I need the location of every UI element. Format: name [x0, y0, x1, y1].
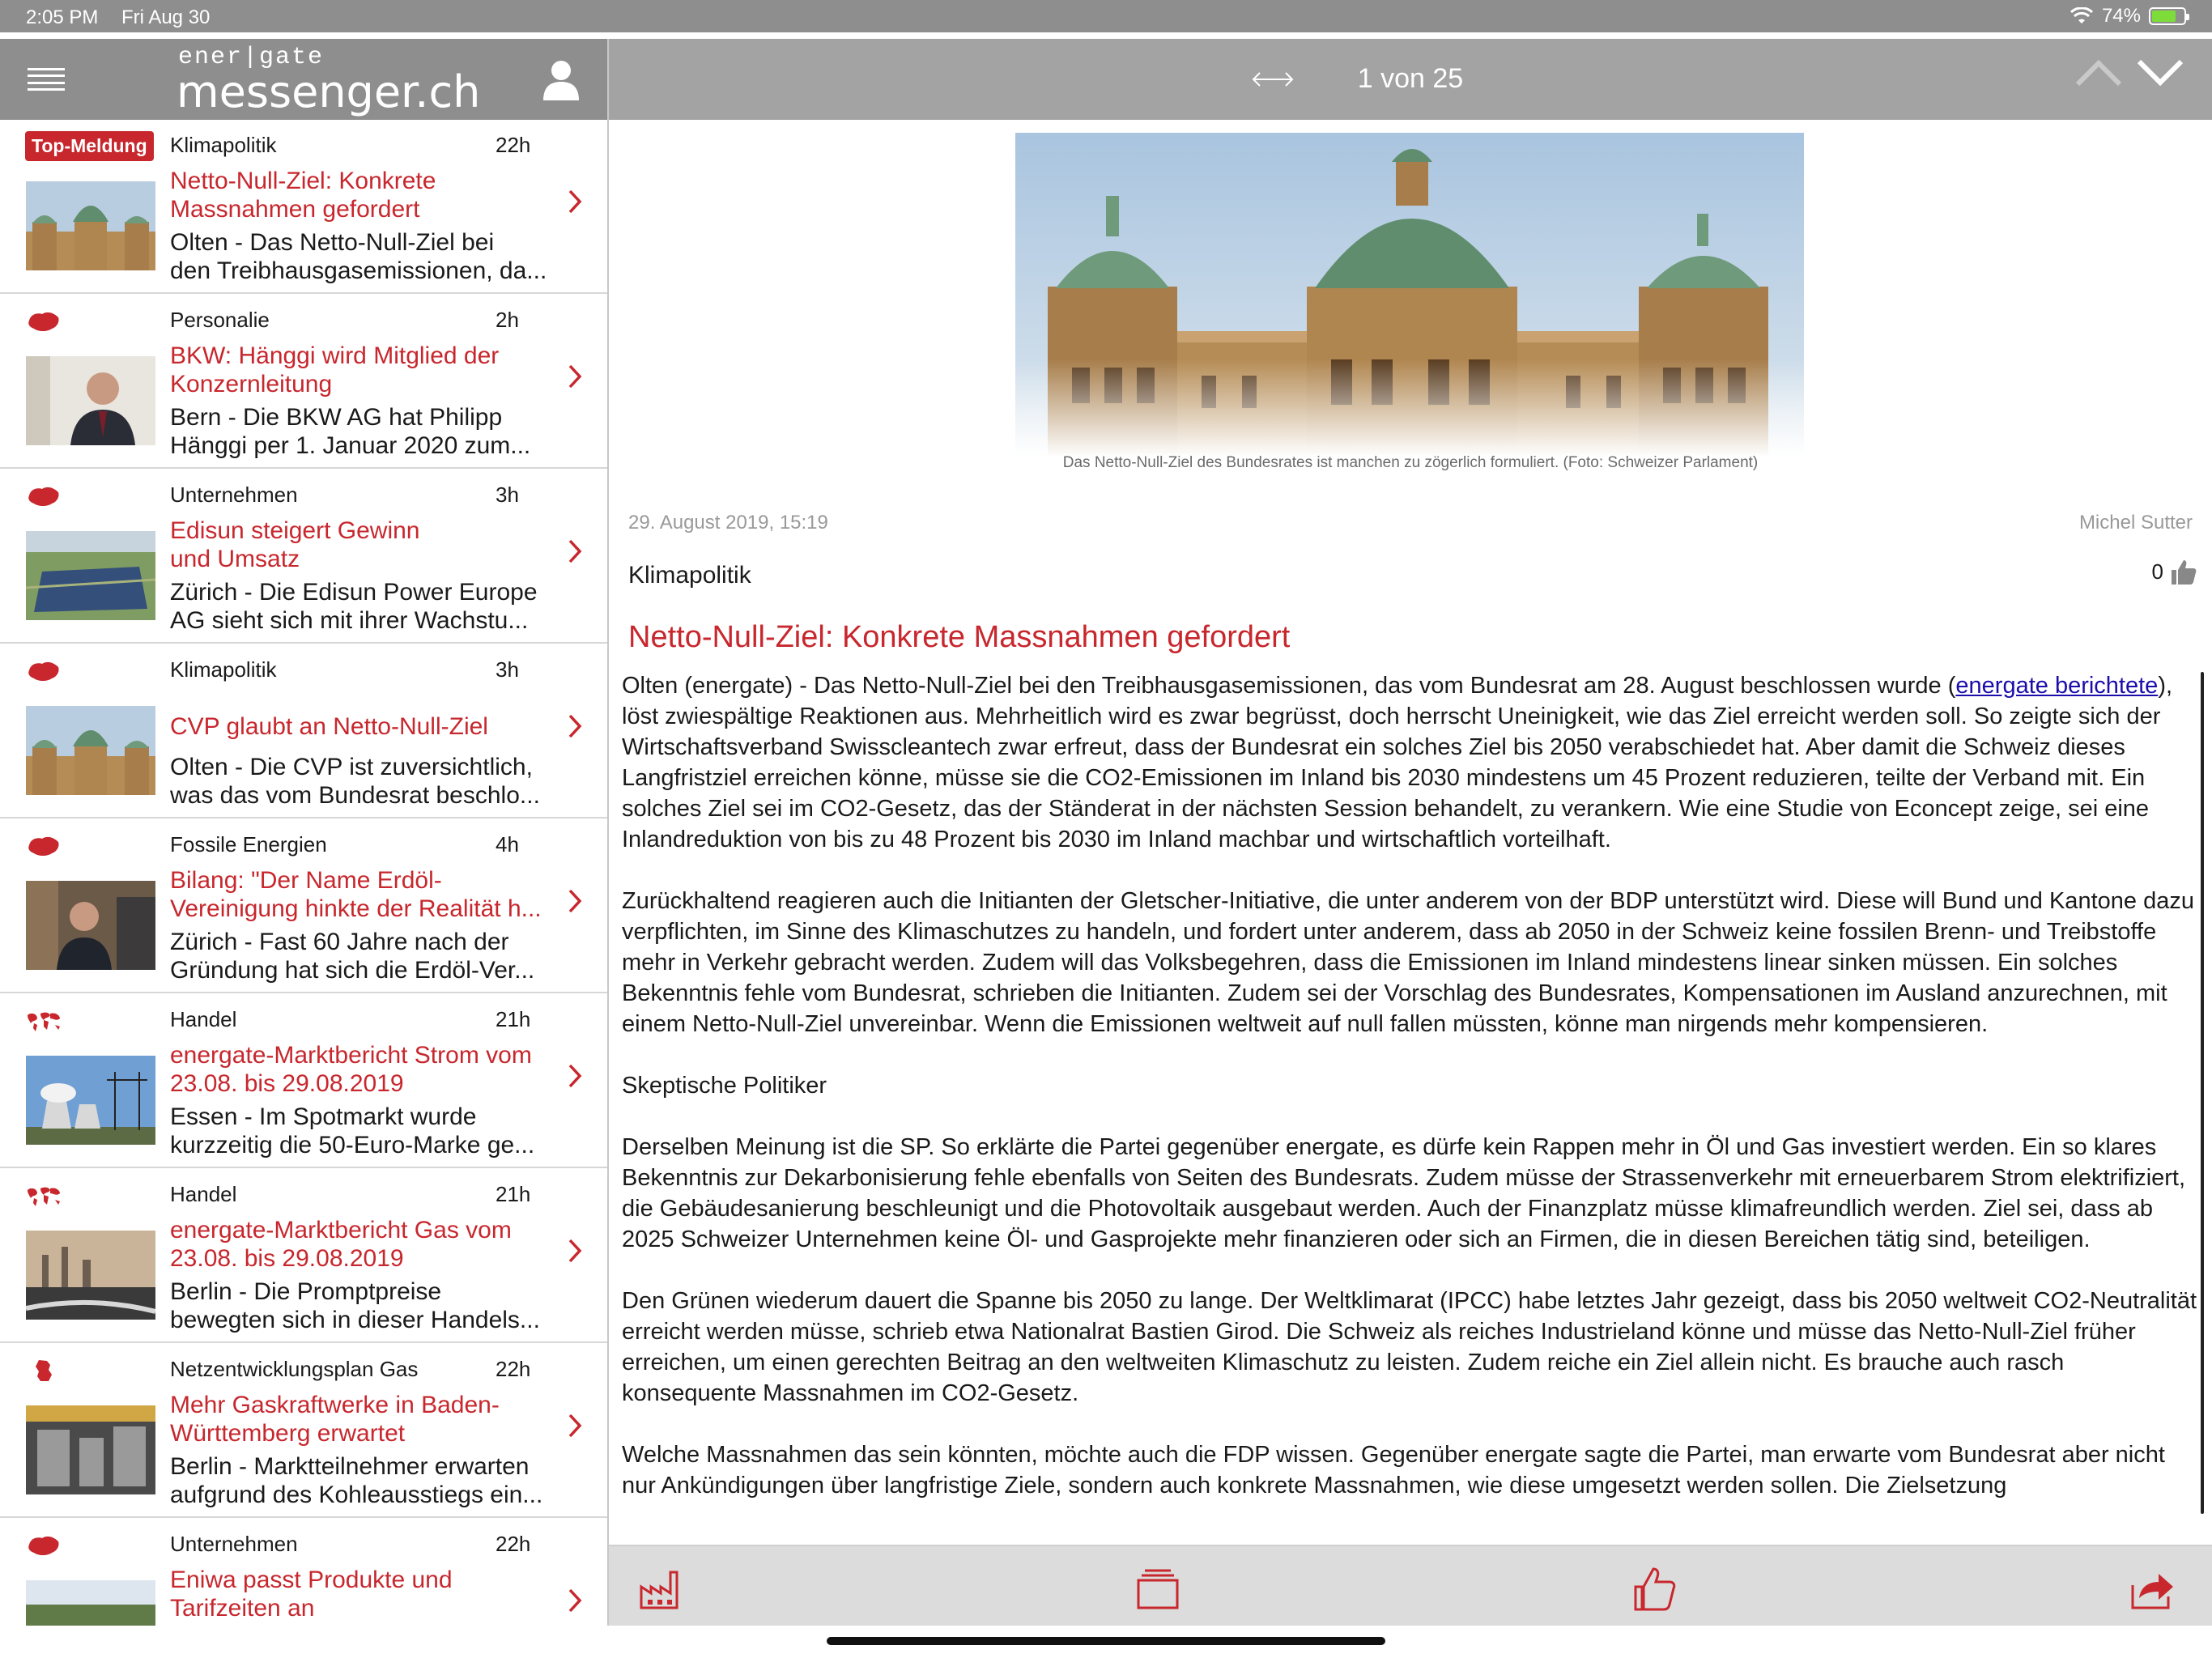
article-paragraph: Olten (energate) - Das Netto-Null-Ziel bei den Treibhausgasemissionen, das vom Bundesrat am 28. August beschlossen wurde (energate berichtete), löst zwiespältige Reaktionen aus. Mehrheitlich wird es zwar begrüsst, doch herrscht Uneinigkeit, wie das Ziel erreicht werden soll. So zeigte sich der Wirtschaftsverband Swisscleantech zwar erfreut, dass der Bundesrat ein solches Ziel bis 2050 verabschiedet hat. Aber damit die Schweiz dieses Langfristziel erreichen könne, müsse sie die CO2-Emissionen im Inland bis 2030 mindestens um 45 Prozent reduzieren, teilte der Verband mit. Ein solches Ziel sei im CO2-Gesetz, das der Ständerat in der nächsten Session behandelt, zu verankern. Wie eine Studie von Econcept zeige, sei eine Inlandreduktion von bis zu 48 Prozent bis 2030 im Inland machbar und wirtschaftlich vorteilhaft.	[622, 673, 2173, 852]
article-paragraph: Welche Massnahmen das sein könnten, möchte auch die FDP wissen. Gegenüber energate sagte die Partei, man erwarte vom Bundesrat aber nicht nur Ankündigungen über langfristige Ziele, sondern auch konkrete Massnahmen, wie diese umgesetzt werden sollen. Die Zielsetzung	[622, 1442, 2165, 1499]
news-teaser: Essen - Im Spotmarkt wurde kurzzeitig die 50-Euro-Marke ge...	[170, 1103, 535, 1158]
news-category: Handel	[170, 1007, 237, 1031]
news-category: Handel	[170, 1182, 237, 1206]
news-category: Netzentwicklungsplan Gas	[170, 1357, 419, 1381]
home-indicator[interactable]	[827, 1637, 1385, 1645]
news-age: 21h	[496, 1007, 531, 1031]
news-title: Bilang: "Der Name Erdöl- Vereinigung hinkte der Realität h...	[170, 867, 542, 922]
world-map-icon	[26, 1009, 62, 1033]
news-title: Mehr Gaskraftwerke in Baden- Württemberg erwartet	[170, 1392, 500, 1447]
news-thumbnail	[26, 881, 155, 970]
chevron-up-icon[interactable]	[2074, 57, 2123, 89]
article-category: Klimapolitik	[628, 562, 751, 589]
chevron-right-icon[interactable]	[567, 1412, 583, 1439]
news-list	[0, 120, 607, 1626]
news-title: BKW: Hänggi wird Mitglied der Konzernleitung	[170, 342, 500, 397]
wifi-icon	[2069, 7, 2094, 25]
chevron-right-icon[interactable]	[567, 887, 583, 915]
chevron-right-icon[interactable]	[567, 363, 583, 390]
news-thumbnail	[26, 531, 155, 620]
status-time: 2:05 PM	[26, 6, 99, 28]
news-list-item[interactable]	[0, 1169, 607, 1343]
article-view	[609, 120, 2212, 1545]
energate-link[interactable]: energate berichtete	[1955, 673, 2159, 699]
pager-label: 1 von 25	[1357, 63, 1464, 94]
news-list-item[interactable]	[0, 819, 607, 993]
news-thumbnail	[26, 1405, 155, 1494]
article-title: Netto-Null-Ziel: Konkrete Massnahmen gefordert	[628, 620, 1291, 654]
news-category: Unternehmen	[170, 1532, 298, 1556]
chevron-right-icon[interactable]	[567, 1587, 583, 1614]
news-age: 3h	[496, 483, 519, 507]
status-bar	[0, 0, 2212, 32]
news-teaser: Olten - Die CVP ist zuversichtlich, was das vom Bundesrat beschlo...	[170, 754, 540, 809]
news-list-item[interactable]	[0, 644, 607, 818]
news-list-item[interactable]	[0, 994, 607, 1168]
news-thumbnail	[26, 1231, 155, 1320]
news-title: Netto-Null-Ziel: Konkrete Massnahmen gefordert	[170, 168, 436, 223]
list-header	[0, 39, 607, 120]
battery-percent: 74%	[2101, 5, 2141, 27]
like-count: 0	[2151, 559, 2163, 584]
news-teaser: Zürich - Die Edisun Power Europe AG sieht sich mit ihrer Wachstu...	[170, 579, 538, 634]
news-list-item[interactable]	[0, 120, 607, 294]
user-icon[interactable]	[538, 57, 584, 102]
germany-map-icon	[26, 1358, 62, 1383]
news-thumbnail	[26, 356, 155, 445]
news-list-item[interactable]	[0, 1519, 607, 1626]
news-list-item[interactable]	[0, 1344, 607, 1518]
image-caption: Das Netto-Null-Ziel des Bundesrates ist manchen zu zögerlich formuliert. (Foto: Schweizer Parlament)	[1062, 454, 1759, 471]
article-paragraph: Derselben Meinung ist die SP. So erklärte die Partei gegenüber energate, es dürfe kein Rappen mehr in Öl und Gas investiert werden. Ein so klares Bekenntnis zur Dekarbonisierung fehle ebenfalls von Seiten des Bundesrats. Zudem müsse der Strassenverkehr mit erneuerbarem Strom elektrifiziert, die Gebäudesanierung beschleunigt und die Photovoltaik ausgebaut werden. Auch der Finanzplatz müsse klimafreundlich werden. Ziel sei, dass ab 2025 Schweizer Unternehmen keine Öl- und Gasprojekte mehr finanzieren oder sich an Firmen, die in diesen Bereichen tätig sind, beteiligen.	[622, 1134, 2186, 1252]
status-right	[2069, 5, 2186, 28]
switzerland-flag-icon	[26, 484, 62, 508]
chevron-right-icon[interactable]	[567, 712, 583, 740]
article-header	[609, 39, 2212, 120]
scroll-indicator[interactable]	[2201, 672, 2204, 1514]
stack-icon[interactable]	[1134, 1564, 1182, 1613]
chevron-right-icon[interactable]	[567, 1062, 583, 1090]
article-body	[622, 670, 2201, 1532]
news-teaser: Olten - Das Netto-Null-Ziel bei den Treibhausgasemissionen, da...	[170, 229, 547, 284]
news-category: Unternehmen	[170, 483, 298, 507]
news-age: 22h	[496, 1532, 531, 1556]
news-list-item[interactable]	[0, 295, 607, 469]
news-category: Personalie	[170, 308, 270, 332]
world-map-icon	[26, 1184, 62, 1208]
app-logo: ener|gate messenger.ch	[177, 44, 481, 117]
like-counter[interactable]	[2152, 557, 2197, 586]
news-teaser: Bern - Die BKW AG hat Philipp Hänggi per 1. Januar 2020 zum...	[170, 404, 531, 459]
article-date: 29. August 2019, 15:19	[628, 512, 828, 534]
article-image	[1015, 133, 1804, 457]
news-thumbnail	[26, 1580, 155, 1626]
news-title: energate-Marktbericht Gas vom 23.08. bis 29.08.2019	[170, 1217, 512, 1272]
battery-icon	[2149, 7, 2186, 25]
news-age: 21h	[496, 1182, 531, 1206]
switzerland-flag-icon	[26, 659, 62, 683]
news-thumbnail	[26, 181, 155, 270]
news-teaser: Berlin - Die Promptpreise bewegten sich in dieser Handels...	[170, 1278, 540, 1333]
status-date: Fri Aug 30	[121, 6, 211, 28]
news-teaser: Berlin - Marktteilnehmer erwarten aufgrund des Kohleausstiegs ein...	[170, 1453, 543, 1508]
chevron-right-icon[interactable]	[567, 538, 583, 565]
news-teaser: Zürich - Fast 60 Jahre nach der Gründung hat sich die Erdöl-Ver...	[170, 929, 535, 984]
chevron-down-icon[interactable]	[2136, 57, 2184, 89]
thumbs-up-outline-icon[interactable]	[1631, 1564, 1679, 1613]
news-category: Klimapolitik	[170, 657, 277, 682]
news-age: 22h	[496, 133, 531, 157]
switzerland-flag-icon	[26, 834, 62, 858]
news-age: 3h	[496, 657, 519, 682]
news-age: 22h	[496, 1357, 531, 1381]
news-title: Edisun steigert Gewinn und Umsatz	[170, 517, 420, 572]
top-story-badge: Top-Meldung	[25, 131, 154, 161]
menu-icon[interactable]	[28, 68, 65, 91]
thumbs-up-icon	[2168, 557, 2197, 586]
switzerland-flag-icon	[26, 1533, 62, 1558]
industry-icon[interactable]	[636, 1564, 685, 1613]
news-title: energate-Marktbericht Strom vom 23.08. bis 29.08.2019	[170, 1042, 532, 1097]
chevron-right-icon[interactable]	[567, 188, 583, 215]
news-category: Klimapolitik	[170, 133, 277, 157]
news-title: Eniwa passt Produkte und Tarifzeiten an	[170, 1567, 453, 1622]
news-title: CVP glaubt an Netto-Null-Ziel	[170, 713, 488, 740]
switzerland-flag-icon	[26, 309, 62, 334]
article-author: Michel Sutter	[2078, 512, 2193, 534]
news-thumbnail	[26, 706, 155, 795]
article-paragraph: Zurückhaltend reagieren auch die Initianten der Gletscher-Initiative, die unter anderem von der BDP unterstützt wird. Diese will Bund und Kantone dazu verpflichten, im Sinne des Klimaschutzes zu handeln, und fordert unter anderem, dass ab 2050 in der Schweiz keine fossilen Brenn- und Treibstoffe mehr in Verkehr gebracht werden. Zudem will das Volksbegehren, dass die Emissionen im Inland mindestens linear sinken müssen. Ein solches Bekenntnis fehle vom Bundesrat, schrieben die Initianten. Zudem sei der Vorschlag des Bundesrates, Kompensationen im Ausland anzurechnen, mit einem Netto-Null-Ziel unvereinbar. Wenn die Emissionen weltweit auf null fallen müssten, könne man nirgends mehr kompensieren.	[622, 888, 2194, 1037]
news-category: Fossile Energien	[170, 832, 327, 857]
article-paragraph: Den Grünen wiederum dauert die Spanne bis 2050 zu lange. Der Weltklimarat (IPCC) habe letztes Jahr gezeigt, dass bis 2050 weltweit CO2-Neutralität erreicht werden müsse, schrieb etwa Nationalrat Bastien Girod. Die Schweiz als reiches Industrieland könne und müsse das Netto-Null-Ziel früher erreichen, um einen gerechten Beitrag an den weltweiten Klimaschutz zu leisten. Zudem reiche ein Ziel allein nicht. Es brauche auch rasch konsequente Massnahmen im CO2-Gesetz.	[622, 1288, 2197, 1406]
share-icon[interactable]	[2128, 1564, 2176, 1613]
article-subheading: Skeptische Politiker	[622, 1073, 827, 1099]
news-thumbnail	[26, 1056, 155, 1145]
news-age: 4h	[496, 832, 519, 857]
news-list-item[interactable]	[0, 470, 607, 644]
news-age: 2h	[496, 308, 519, 332]
article-toolbar	[609, 1545, 2212, 1626]
chevron-right-icon[interactable]	[567, 1237, 583, 1265]
